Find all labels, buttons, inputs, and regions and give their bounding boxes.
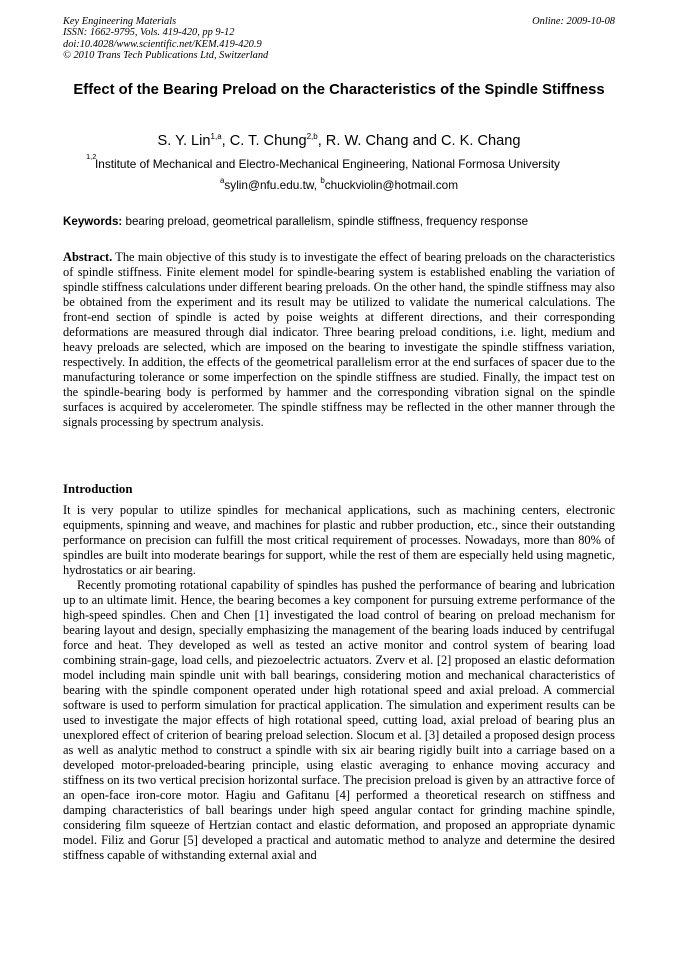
abstract	[63, 250, 615, 430]
abstract-label: Abstract.	[63, 250, 113, 264]
introduction-heading: Introduction	[63, 482, 133, 496]
affiliation-sup: 1,2	[86, 152, 97, 161]
email-a-sup: a	[219, 176, 225, 185]
online-date: Online: 2009-10-08	[532, 16, 615, 27]
keywords-label: Keywords:	[63, 215, 123, 228]
email-b: chuckviolin@hotmail.com	[324, 178, 459, 192]
author-1: S. Y. Lin	[157, 133, 211, 149]
copyright-line: © 2010 Trans Tech Publications Ltd, Switzerland	[63, 50, 269, 62]
email-b-sup: b	[320, 176, 325, 185]
author-emails	[63, 178, 615, 193]
journal-name: Key Engineering Materials	[63, 16, 177, 27]
issn-line: ISSN: 1662-9795, Vols. 419-420, pp 9-12	[63, 27, 235, 39]
affiliation-text: Institute of Mechanical and Electro-Mechanical Engineering, National Formosa University	[95, 157, 560, 171]
abstract-text: The main objective of this study is to investigate the effect of bearing preloads on the characteristics of spindle stiffness. Finite element model for spindle-bearing system is established enabling the variation of spindle stiffness calculations under different bearing preloads. On the other hand, the spindle stiffness may also be obtained from the experiment and its result may be utilized to validate the numerical calculations. The front-end section of spindle is acted by poise weights at different directions, and their corresponding deformations are measured through dial indicator. Three bearing preload conditions, i.e. light, medium and heavy preloads are selected, which are imposed on the bearing to investigate the spindle stiffness variation, respectively. In addition, the effects of the geometrical parallelism error at the end surfaces of spacer due to the manufacturing tolerance or some imperfection on the spindle stiffness are studied. Finally, the impact test on the spindle-bearing body is performed by hammer and the corresponding vibration signal on the spindle surfaces is acquired by accelerometer. The spindle stiffness may be reflected in the other manner through the signals processing by spectrum analysis.	[63, 250, 615, 429]
introduction-body	[63, 503, 615, 863]
keywords	[63, 214, 623, 229]
intro-paragraph-2: Recently promoting rotational capability of spindles has pushed the performance of bearing and lubrication up to an ultimate limit. Hence, the bearing becomes a key component for pursuing extreme performance of the high-speed spindles. Chen and Chen [1] investigated the load control of bearing on preload mechanism for bearing layout and design, specially emphasizing the management of the bearing loads induced by centrifugal force and heat. They developed as well as tested an active monitor and control system of bearing load combining strain-gage, load cells, and piezoelectric actuators. Zverv et al. [2] proposed an elastic deformation model including main spindle unit with ball bearings, considering motion and mechanical characteristics of bearing with the spindle component operated under high rotational speed and axial preload. A commercial software is used to perform simulation for practical application. The simulation and experiment results can be used to investigate the major effects of high rotational speed, cutting load, axial preload of bearing plus an unexplored effect of criterion of bearing preload selection. Slocum et al. [3] detailed a proposed design process as well as analytic method to construct a spindle with six air bearing rigidly built into a carriage based on a developed motor-preloaded-bearing principle, using elastic averaging to enhance moving accuracy and stiffness on its two vertical precision horizontal surface. The precision preload is given by an attractive force of an open-face iron-core motor. Hagiu and Gafitanu [4] performed a theoretical research on stiffness and damping characteristics of ball bearings under high speed angular contact for grinding machine spindle, considering film squeeze of Hertzian contact and elastic deformation, and proposed an appropriate dynamic model. Filiz and Gorur [5] developed a practical and automatic method to analyze and determine the desired stiffness capable of withstanding external axial and	[63, 578, 615, 862]
author-list	[63, 131, 615, 151]
author-2-sup: 2,b	[306, 132, 318, 141]
email-a: sylin@nfu.edu.tw,	[224, 178, 321, 192]
keywords-text: bearing preload, geometrical parallelism, spindle stiffness, frequency response	[122, 215, 529, 228]
doi-line: doi:10.4028/www.scientific.net/KEM.419-420.9	[63, 38, 262, 50]
author-1-sup: 1,a	[210, 132, 222, 141]
journal-header	[63, 16, 615, 62]
paper-title: Effect of the Bearing Preload on the Characteristics of the Spindle Stiffness	[73, 82, 605, 98]
intro-paragraph-1: It is very popular to utilize spindles for mechanical applications, such as machining centers, electronic equipments, spinning and weave, and machines for plastic and rubber production, etc., since their outstanding performance on precision can fulfill the most critical requirement of processes. Nowadays, more than 80% of spindles are built into moderate bearings for support, while the rest of them are especially held using magnetic, hydrostatics or air bearing.	[63, 503, 615, 577]
author-2: , C. T. Chung	[221, 133, 307, 149]
other-authors: , R. W. Chang and C. K. Chang	[317, 133, 521, 149]
